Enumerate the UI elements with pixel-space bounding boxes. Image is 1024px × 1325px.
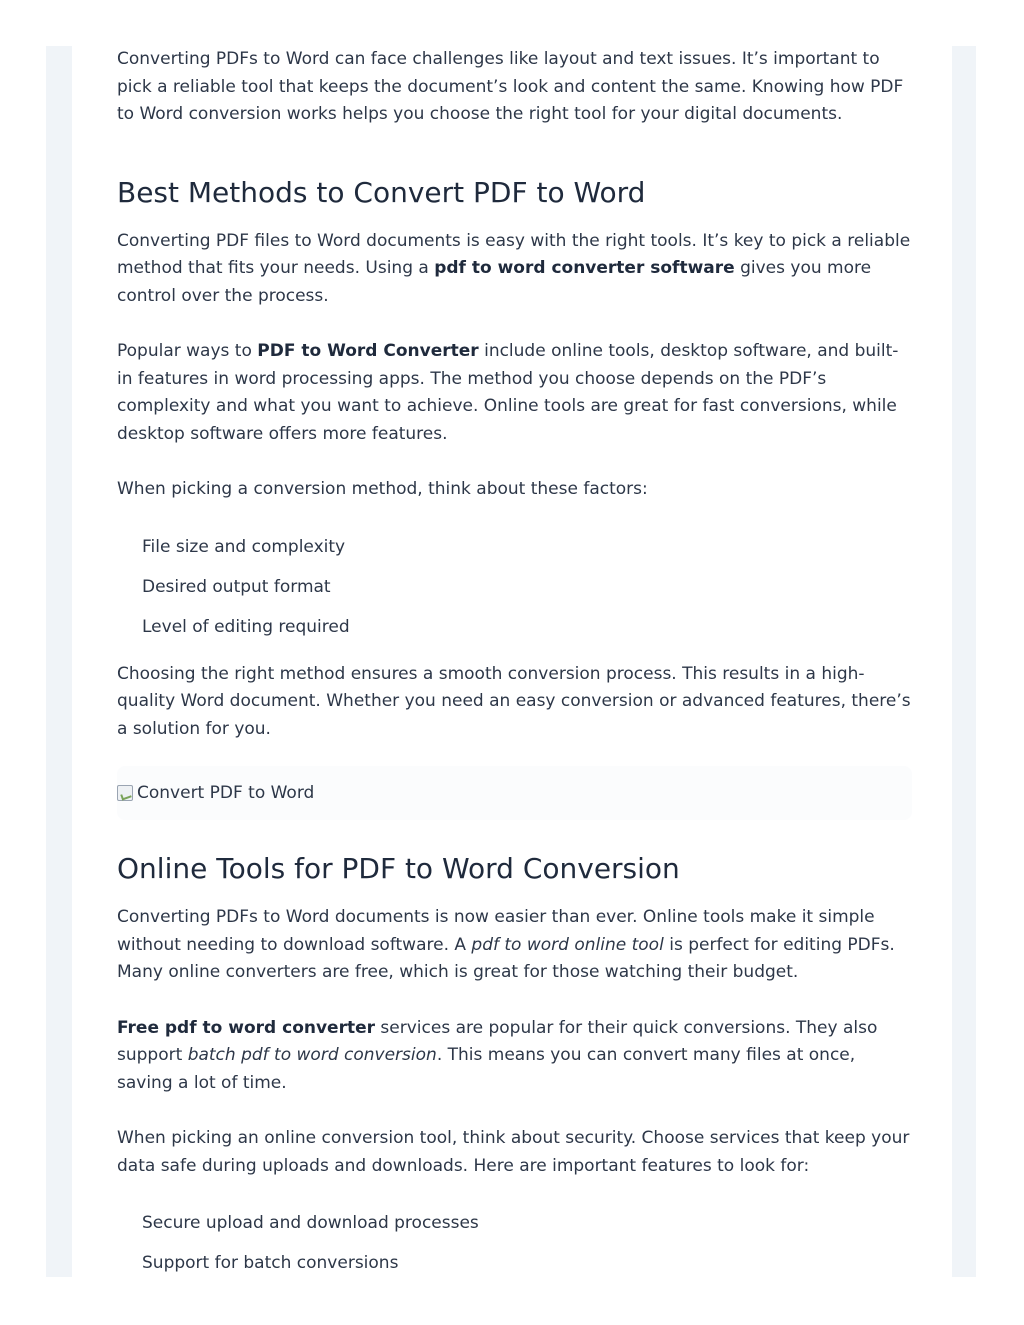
text: include online tools, desktop software, and built-in features in word processing apps. The method you choose depends on the PDF’s complexity and what you want to achieve. Online tools are great for fast conversions, while desktop software offers more features. bbox=[117, 341, 899, 444]
bold-text: pdf to word converter software bbox=[434, 258, 735, 278]
text: Popular ways to bbox=[117, 341, 258, 361]
heading-best-methods: Best Methods to Convert PDF to Word bbox=[117, 175, 646, 209]
factors-list bbox=[117, 534, 912, 640]
text: is perfect for editing PDFs. Many online converters are free, which is great for those watching their budget. bbox=[117, 934, 895, 982]
paragraph-methods-1 bbox=[117, 228, 912, 311]
paragraph-methods-2 bbox=[117, 338, 912, 448]
list-item: Level of editing required bbox=[142, 616, 350, 637]
paragraph-online-1 bbox=[117, 904, 912, 987]
text: Converting PDF files to Word documents is easy with the right tools. It’s key to pick a reliable method that fits your needs. Using a bbox=[117, 230, 911, 278]
intro-paragraph: Converting PDFs to Word can face challenges like layout and text issues. It’s important to pick a reliable tool that keeps the document’s look and content the same. Knowing how PDF to Word conversion works helps you choose the right tool for your digital documents. bbox=[117, 49, 904, 124]
paragraph-online-2 bbox=[117, 1015, 912, 1098]
list-item: Support for batch conversions bbox=[142, 1253, 399, 1273]
article-content bbox=[117, 46, 912, 1276]
list-item: File size and complexity bbox=[142, 536, 346, 557]
paragraph-choosing: Choosing the right method ensures a smooth conversion process. This results in a high-quality Word document. Whether you need an easy conversion or advanced features, there’s a solution for you. bbox=[117, 663, 911, 739]
heading-online-tools: Online Tools for PDF to Word Conversion bbox=[117, 852, 680, 885]
bold-text: Free pdf to word converter bbox=[117, 1017, 376, 1038]
paragraph-security: When picking an online conversion tool, think about security. Choose services that keep your data safe during uploads and downloads. Here are important features to look for: bbox=[117, 1128, 910, 1176]
italic-text: pdf to word online tool bbox=[471, 934, 664, 955]
italic-text: batch pdf to word conversion bbox=[187, 1045, 437, 1065]
text: Converting PDFs to Word documents is now easier than ever. Online tools make it simple without needing to download software. A bbox=[117, 907, 875, 955]
text: services are popular for their quick conversions. They also support bbox=[117, 1017, 878, 1065]
features-list bbox=[117, 1210, 912, 1276]
paragraph-factors-intro: When picking a conversion method, think about these factors: bbox=[117, 479, 648, 499]
image-alt-text: Convert PDF to Word bbox=[137, 783, 315, 803]
list-item: Secure upload and download processes bbox=[142, 1213, 479, 1233]
broken-image-icon bbox=[117, 785, 133, 801]
image-convert-pdf-to-word bbox=[117, 766, 912, 820]
list-item: Desired output format bbox=[142, 576, 331, 597]
text: . This means you can convert many files at once, saving a lot of time. bbox=[117, 1045, 856, 1093]
text: gives you more control over the process. bbox=[117, 258, 872, 306]
bold-text: PDF to Word Converter bbox=[257, 341, 479, 361]
